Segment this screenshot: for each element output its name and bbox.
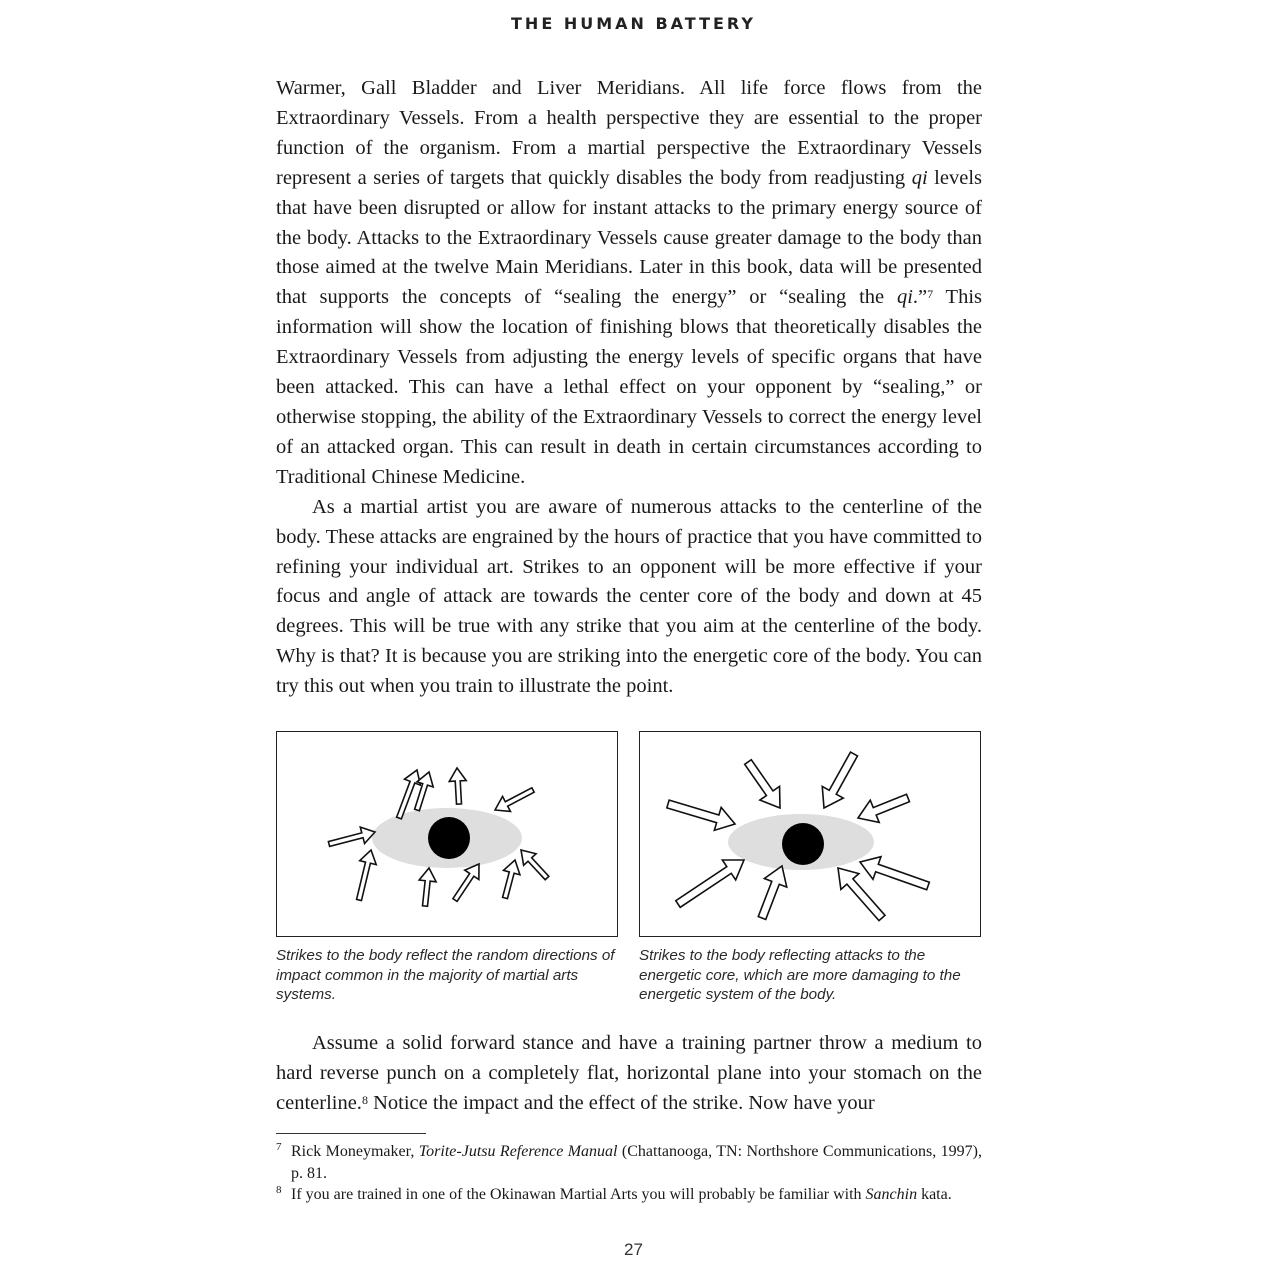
strike-arrow-icon [351,848,380,902]
core-strikes-diagram [640,732,980,936]
footnote-text: (Chattanooga, TN: Northshore Communications, 1997), p. 81. [291,1143,982,1182]
strike-arrow-icon [854,787,913,829]
running-head: THE HUMAN BATTERY [511,14,756,33]
footnote-number: 8 [276,1184,282,1196]
paragraph-1 [276,74,982,493]
footnote-italic: Torite-Jutsu Reference Manual [418,1143,618,1160]
footnote-ref-7[interactable]: 7 [927,287,934,302]
paragraph-2: As a martial artist you are aware of numerous attacks to the centerline of the body. These attacks are engrained by the hours of practice that you have committed to refining your individual art. Strikes to an opponent will be more effective if your focus and angle of attack are towards the center core of the body and down at 45 degrees. This will be true with any strike that you aim at the centerline of the body. Why is that? It is because you are striking into the energetic core of the body. You can try this out when you train to illustrate the point. [276,495,982,698]
figure-random-strikes [276,731,618,937]
footnote-number: 7 [276,1141,282,1153]
energy-core [428,817,470,859]
body-text-lower [276,1029,982,1119]
footnote-ref-8[interactable]: 8 [361,1092,368,1107]
footnotes [276,1141,982,1206]
caption-right: Strikes to the body reflecting attacks to the energetic core, which are more damaging to the energetic system of the body. [639,947,961,1004]
para3-text-b: Notice the impact and the effect of the strike. Now have your [367,1091,875,1114]
footnote-italic: Sanchin [865,1186,918,1203]
figure-core-strikes [639,731,981,937]
page-number: 27 [624,1240,643,1259]
strike-arrow-icon [751,862,793,923]
strike-arrow-icon [515,844,553,884]
strike-arrow-icon [497,858,523,900]
strike-arrow-icon [491,782,537,817]
para1-italic-qi: qi [911,166,928,189]
strike-arrow-icon [665,793,739,836]
random-strikes-diagram [277,732,617,936]
footnote-7 [276,1141,982,1184]
footnote-text: kata. [917,1186,952,1203]
strike-arrow-icon [327,824,377,852]
caption-left: Strikes to the body reflect the random directions of impact common in the majority of martial arts systems. [276,947,615,1004]
strike-arrow-icon [856,851,932,898]
energy-core [782,823,824,865]
para3-text-a: Assume a solid forward stance and have a training partner throw a medium to hard reverse punch on a completely flat, horizontal plane into your stomach on the centerline. [276,1032,982,1114]
strike-arrow-icon [671,850,750,914]
para1-text-b: levels that have been disrupted or allow for instant attacks to the primary energy source of the body. Attacks to the Extraordinary Vessels cause greater damage to the body than those aimed at the twelve Main Meridians. Later in this book, data will be presented that supports the concepts of “sealing the energy” or “sealing the [276,166,982,309]
strike-arrow-icon [814,748,865,814]
paragraph-3 [276,1029,982,1119]
para1-text-d: This information will show the location of finishing blows that theoretically disables the Extraordinary Vessels from adjusting the energy levels of specific organs that have been attacked. This can have a lethal effect on your opponent by “sealing,” or otherwise stopping, the ability of the Extraordinary Vessels to correct the energy level of an attacked organ. This can result in death in certain circumstances according to Traditional Chinese Medicine. [276,286,983,488]
footnote-text: If you are trained in one of the Okinawan Martial Arts you will probably be familiar with [291,1186,866,1203]
body-text-upper [276,74,982,702]
footnote-text: Rick Moneymaker, [291,1143,419,1160]
para1-italic-qi-2: qi [896,286,913,309]
strike-arrow-icon [417,867,438,907]
strike-arrow-icon [738,755,790,815]
footnote-8 [276,1184,982,1206]
para1-text-a: Warmer, Gall Bladder and Liver Meridians. All life force flows from the Extraordinary Vessels. From a health perspective they are essential to the proper function of the organism. From a martial perspective the Extraordinary Vessels represent a series of targets that quickly disables the body from readjusting [276,77,982,189]
footnote-divider [276,1133,426,1134]
strike-arrow-icon [449,768,468,805]
para1-text-c: .” [912,286,928,309]
